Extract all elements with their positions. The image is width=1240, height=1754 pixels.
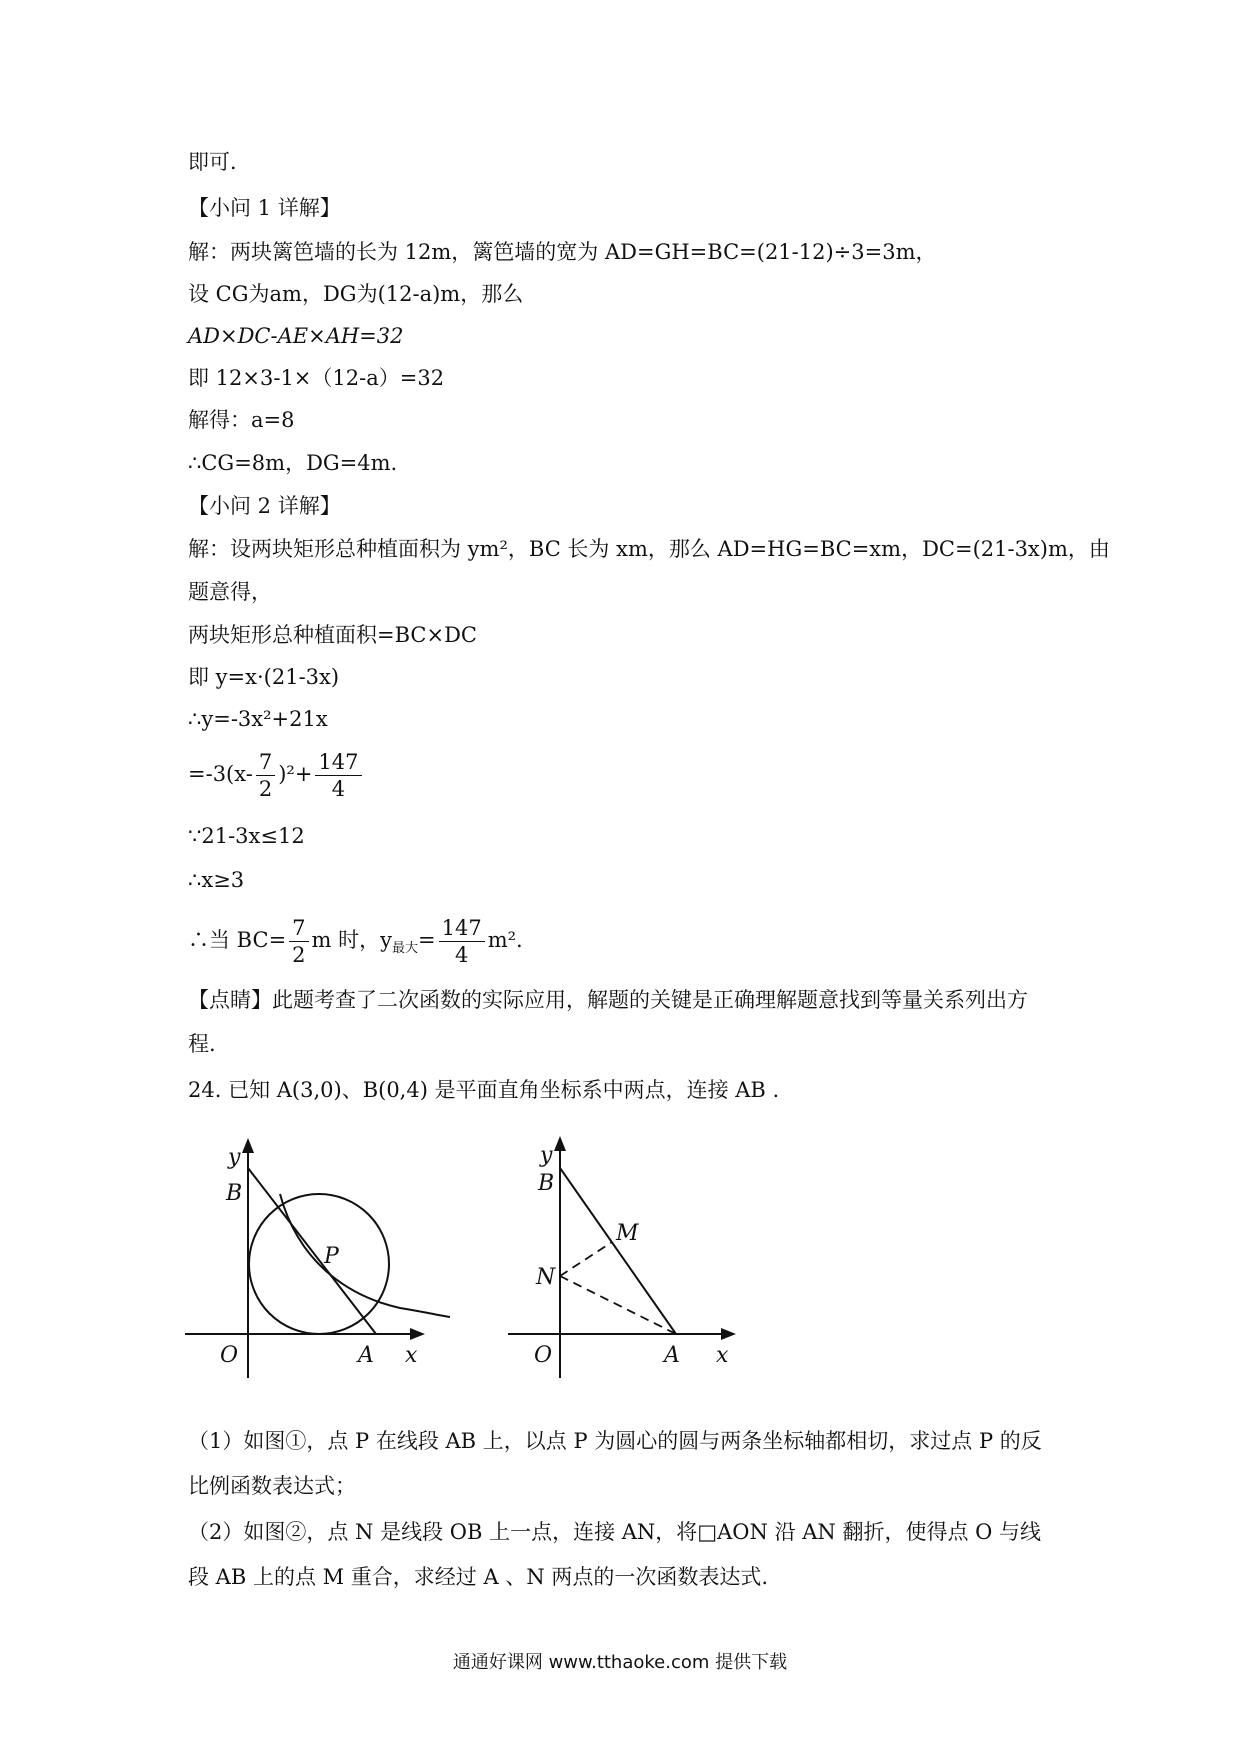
segment-ab (248, 1168, 376, 1334)
text-line: 比例函数表达式； (188, 1474, 356, 1498)
text-line: 解：两块篱笆墙的长为 12m，篱笆墙的宽为 AD=GH=BC=(21-12)÷3=3m， (188, 240, 937, 264)
text-line: 设 CG为am，DG为(12-a)m，那么 (188, 282, 524, 306)
x-axis-arrow (721, 1328, 736, 1340)
text-line: 两块矩形总种植面积=BC×DC (188, 623, 477, 647)
y-axis-arrow (554, 1136, 566, 1151)
equation-line-maximum (188, 910, 523, 979)
equation-line: 即 12×3-1×（12-a）=32 (188, 366, 445, 390)
text-line: 段 AB 上的点 M 重合，求经过 A 、N 两点的一次函数表达式. (188, 1565, 769, 1589)
label-y: y (540, 1143, 553, 1168)
text-line: 解：设两块矩形总种植面积为 ym²，BC 长为 xm，那么 AD=HG=BC=xm，DC=(21-3x)m，由 (188, 537, 1110, 561)
page-footer: 通通好课网 www.tthaoke.com 提供下载 (452, 1652, 788, 1673)
equation-line: ∵21-3x≤12 (188, 824, 305, 848)
fraction-numerator: 7 (289, 915, 308, 942)
text-line: 【点睛】此题考查了二次函数的实际应用，解题的关键是正确理解题意找到等量关系列出方 (188, 988, 1028, 1012)
fraction-denominator: 4 (331, 777, 346, 801)
label-x: x (405, 1343, 418, 1368)
equation-line: ∴y=-3x²+21x (188, 707, 328, 731)
label-x: x (716, 1343, 729, 1368)
label-b: B (538, 1171, 555, 1196)
label-a: A (358, 1343, 374, 1368)
equation-part: m². (487, 928, 523, 952)
equation-part: =-3(x- (188, 762, 253, 786)
fraction-denominator: 4 (454, 943, 469, 967)
segment-nm (560, 1242, 612, 1276)
fraction (439, 915, 485, 968)
label-b: B (226, 1181, 243, 1206)
equation-part: = (418, 928, 436, 952)
text-line: ∴CG=8m，DG=4m. (188, 451, 398, 475)
label-n: N (536, 1265, 556, 1290)
label-o: O (534, 1343, 553, 1368)
fraction (289, 915, 308, 968)
x-axis-arrow (410, 1328, 425, 1340)
equation-line-vertex-form (188, 744, 365, 804)
text-line: 题意得， (188, 580, 272, 604)
equation-line: AD×DC-AE×AH=32 (188, 324, 404, 348)
text-line: 程. (188, 1032, 216, 1056)
equation-part: )²+ (278, 762, 313, 786)
text-line: 即可． (188, 150, 251, 174)
label-o: O (220, 1343, 239, 1368)
figure-2 (498, 1128, 758, 1378)
segment-na (560, 1276, 676, 1334)
label-m: M (616, 1221, 639, 1246)
section-heading: 【小问 1 详解】 (188, 196, 341, 220)
text-line: 解得：a=8 (188, 408, 295, 432)
figure-1 (180, 1128, 470, 1378)
fraction-denominator: 2 (258, 777, 273, 801)
section-heading: 【小问 2 详解】 (188, 494, 341, 518)
label-a: A (664, 1343, 680, 1368)
fraction (315, 749, 361, 802)
equation-part: m 时，y (311, 928, 392, 952)
equation-line: ∴x≥3 (188, 868, 245, 892)
fraction-numerator: 147 (439, 915, 485, 942)
label-y: y (228, 1145, 241, 1170)
equation-line: 即 y=x·(21-3x) (188, 665, 340, 689)
question-part-1: （1）如图①，点 P 在线段 AB 上，以点 P 为圆心的圆与两条坐标轴都相切，求过点 P 的反 (188, 1429, 1042, 1453)
fraction-denominator: 2 (292, 943, 306, 967)
question-part-2: （2）如图②，点 N 是线段 OB 上一点，连接 AN，将□AON 沿 AN 翻折，使得点 O 与线 (188, 1520, 1042, 1544)
equation-part: ∴当 BC= (188, 928, 287, 952)
segment-ab (560, 1168, 676, 1334)
problem-statement: 24. 已知 A(3,0)、B(0,4) 是平面直角坐标系中两点，连接 AB . (188, 1078, 780, 1102)
subscript: 最大 (392, 941, 419, 957)
label-p: P (324, 1244, 339, 1269)
fraction-numerator: 7 (256, 749, 275, 776)
fraction-numerator: 147 (315, 749, 361, 776)
fraction (256, 749, 275, 802)
y-axis-arrow (242, 1138, 254, 1153)
